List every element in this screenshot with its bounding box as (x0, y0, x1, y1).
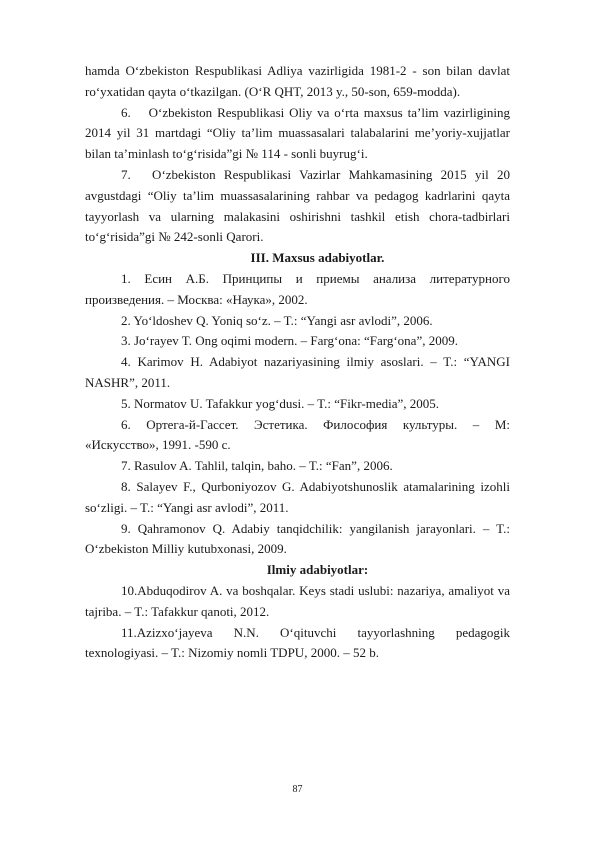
list-item: 11.Azizxo‘jayeva N.N. O‘qituvchi tayyorlashning pedagogik texnologiyasi. – T.: Nizomiy nomli TDPU, 2000. – 52 b. (85, 624, 510, 661)
list-item: 4. Karimov H. Adabiyot nazariyasining ilmiy asoslari. – T.: “YANGI NASHR”, 2011. (85, 354, 510, 390)
list-item: 7. Rasulov A. Tahlil, talqin, baho. – T.: “Fan”, 2006. (121, 458, 393, 474)
list-item: 3. Jo‘rayev T. Ong oqimi modern. – Farg‘ona: “Farg‘ona”, 2009. (121, 333, 458, 349)
list-item: 10.Abduqodirov A. va boshqalar. Keys stadi uslubi: nazariya, amaliyot va tajriba. – T.: Tafakkur qanoti, 2012. (85, 582, 510, 619)
list-item: 6. Ортега-й-Гассет. Эстетика. Философия культуры. – М: «Искусство», 1991. -590 с. (85, 416, 510, 453)
page-number: 87 (292, 784, 303, 795)
list-item: 6. O‘zbekiston Respublikasi Oliy va o‘rta maxsus ta’lim vazirligining 2014 yil 31 martdagi “Oliy ta’lim muassasalari talabalarini me’yoriy-xujjatlar bilan ta’minlash to‘g‘risida”gi № 114 - sonli buyrug‘i. (85, 104, 510, 162)
paragraph-continuation: hamda O‘zbekiston Respublikasi Adliya vazirligida 1981-2 - son bilan davlat ro‘yxatidan qayta o‘tkazilgan. (O‘R QHT, 2013 y., 50-son, 659-modda). (85, 63, 510, 99)
list-item: 7. O‘zbekiston Respublikasi Vazirlar Mahkamasining 2015 yil 20 avgustdagi “Oliy ta’lim muassasalarining rahbar va pedagog kadrlarini qayta tayyorlash va ularning malakasini oshirishni tashkil etish chora-tadbirlari to‘g‘risida”gi № 242-sonli Qarori. (85, 166, 510, 245)
page-content (85, 61, 510, 664)
list-item: 5. Normatov U. Tafakkur yog‘dusi. – T.: “Fikr-media”, 2005. (121, 395, 439, 411)
list-item: 8. Salayev F., Qurboniyozov G. Adabiyotshunoslik atamalarining izohli so‘zligi. – T.: “Yangi asr avlodi”, 2011. (85, 478, 510, 515)
section-heading-special: III. Maxsus adabiyotlar. (250, 250, 385, 266)
list-item: 2. Yo‘ldoshev Q. Yoniq so‘z. – T.: “Yangi asr avlodi”, 2006. (121, 312, 433, 328)
list-item: 9. Qahramonov Q. Adabiy tanqidchilik: yangilanish jarayonlari. – T.: O‘zbekiston Milliy kutubxonasi, 2009. (85, 520, 510, 557)
section-heading-scientific: Ilmiy adabiyotlar: (266, 562, 369, 578)
list-item: 1. Есин А.Б. Принципы и приемы анализа литературного произведения. – Москва: «Наука», 2002. (85, 270, 510, 307)
